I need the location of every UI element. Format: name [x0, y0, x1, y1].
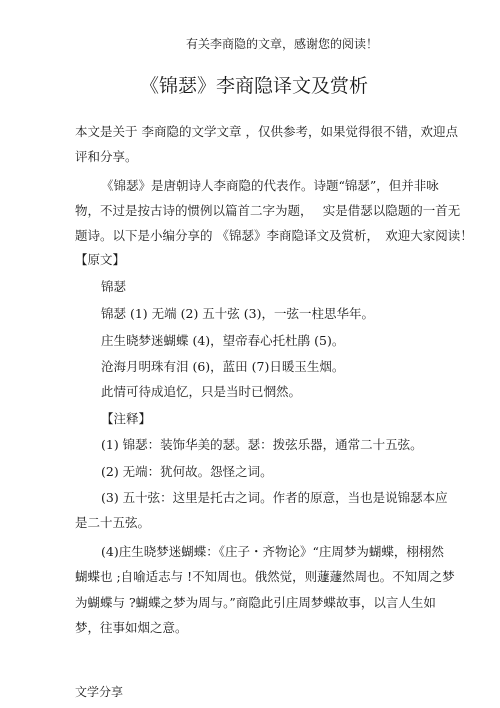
summary-line: 题诗。以下是小编分享的 《锦瑟》李商隐译文及赏析， 欢迎大家阅读！: [75, 228, 473, 243]
article-title: 《锦瑟》李商隐译文及赏析: [140, 75, 369, 97]
section-heading-notes: 【注释】: [101, 411, 152, 426]
note-item-continued: 是二十五弦。: [75, 515, 151, 530]
section-heading-original: 【原文】: [75, 252, 126, 267]
poem-line: 锦瑟 (1) 无端 (2) 五十弦 (3)，一弦一柱思华年。: [101, 306, 374, 321]
summary-line: 《锦瑟》是唐朝诗人李商隐的代表作。诗题“锦瑟”，但并非咏: [101, 178, 439, 193]
note-item: (1) 锦瑟：装饰华美的瑟。瑟：拨弦乐器，通常二十五弦。: [101, 437, 423, 452]
note-item-continued: 蝴蝶也 ;自喻适志与 !不知周也。俄然觉，则蘧蘧然周也。不知周之梦: [75, 569, 455, 584]
summary-line: 物，不过是按古诗的惯例以篇首二字为题， 实是借瑟以隐题的一首无: [75, 203, 461, 218]
poem-line: 庄生晓梦迷蝴蝶 (4)，望帝春心托杜鹃 (5)。: [101, 333, 345, 348]
note-item: (3) 五十弦：这里是托古之词。作者的原意，当也是说锦瑟本应: [101, 490, 448, 505]
poem-line: 此情可待成追忆，只是当时已惘然。: [101, 384, 302, 399]
page-header: 有关李商隐的文章，感谢您的阅读！: [186, 37, 379, 51]
intro-line: 本文是关于 李商隐的文学文章 ，仅供参考，如果觉得很不错，欢迎点: [75, 124, 458, 139]
intro-line: 评和分享。: [75, 149, 138, 164]
poem-title: 锦瑟: [101, 279, 127, 294]
note-item-continued: 梦，往事如烟之意。: [75, 620, 188, 635]
note-item: (4)庄生晓梦迷蝴蝶：《庄子・齐物论》“庄周梦为蝴蝶，栩栩然: [101, 544, 444, 559]
poem-line: 沧海月明珠有泪 (6)，蓝田 (7)日暖玉生烟。: [101, 359, 345, 374]
note-item-continued: 为蝴蝶与 ?蝴蝶之梦为周与。”商隐此引庄周梦蝶故事，以言人生如: [75, 595, 436, 610]
note-item: (2) 无端：犹何故。怨怪之词。: [101, 464, 273, 479]
page-footer: 文学分享: [75, 685, 124, 699]
